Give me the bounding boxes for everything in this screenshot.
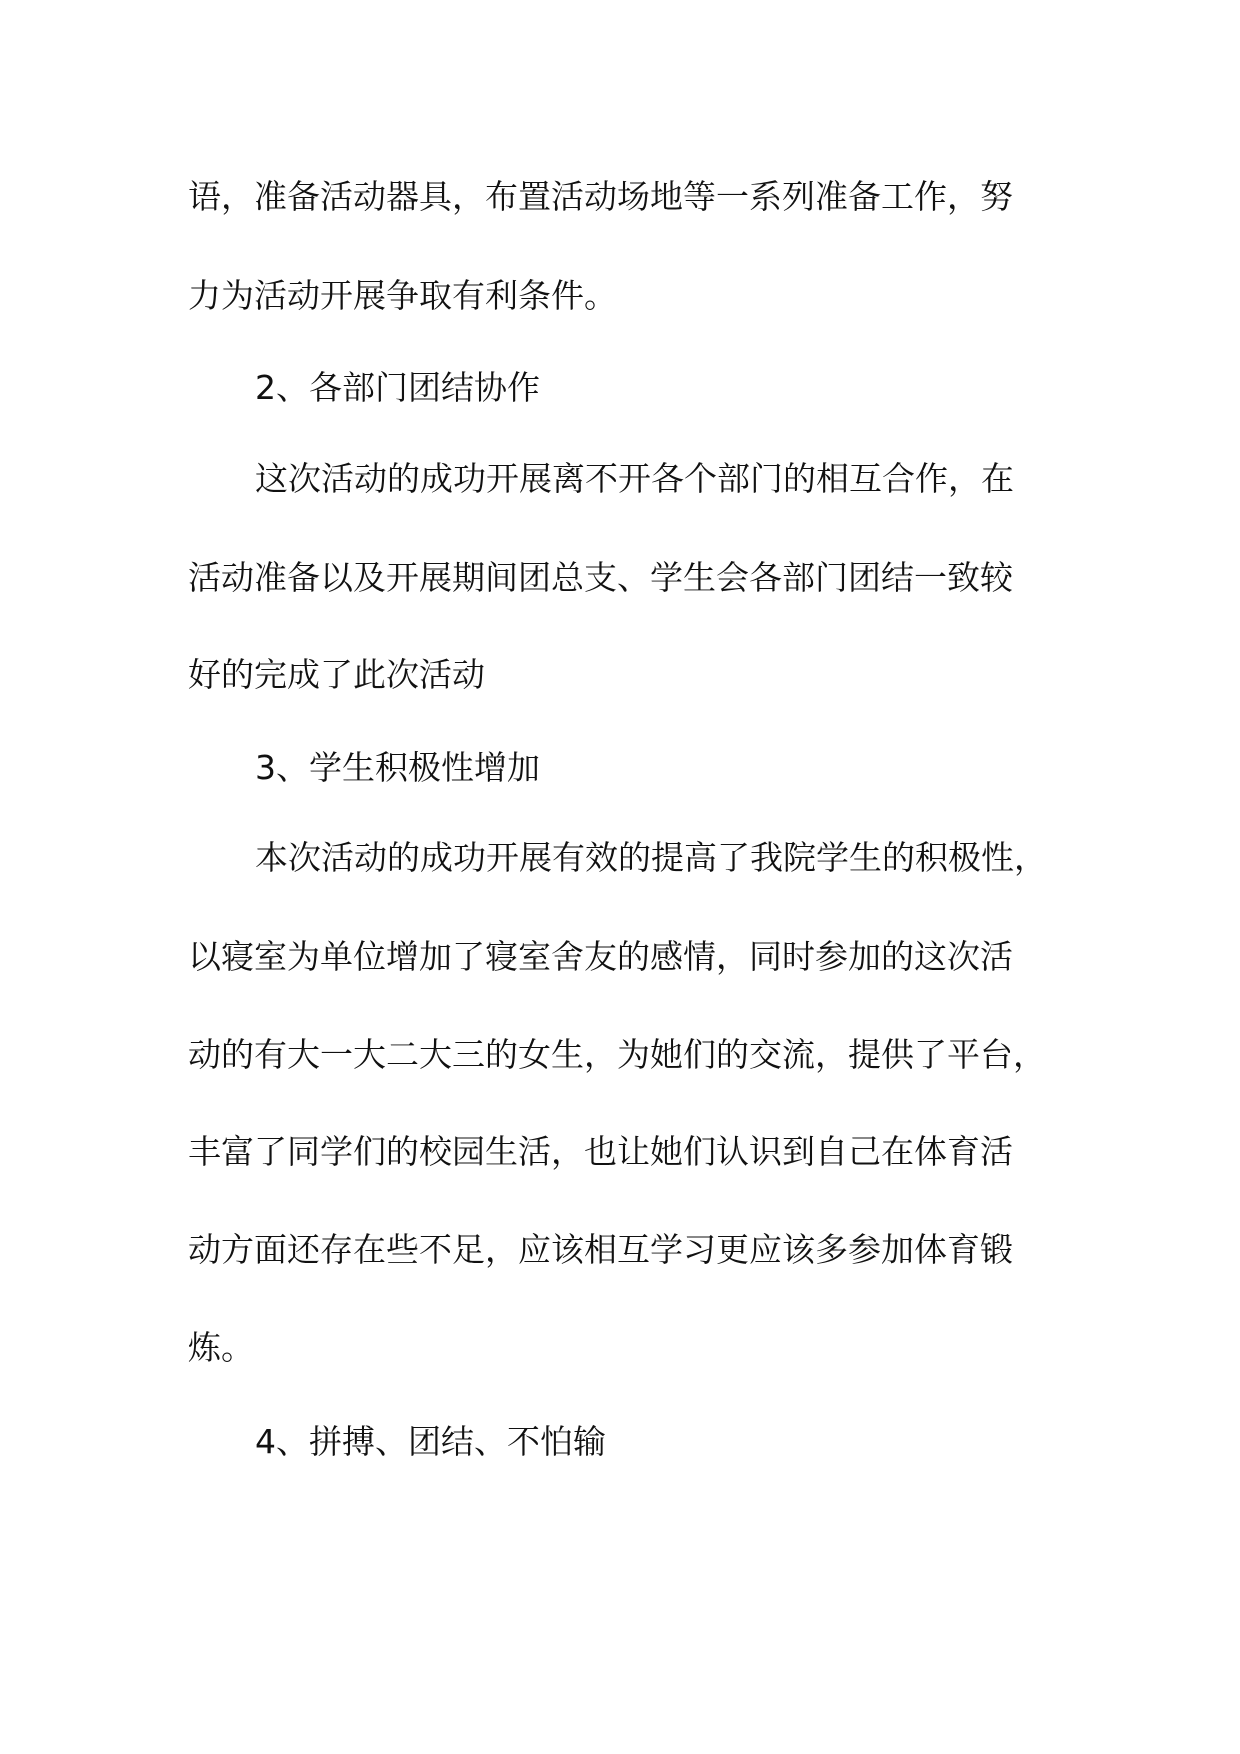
section-heading: 4、拼搏、团结、不怕输 xyxy=(255,1422,606,1461)
section-heading: 2、各部门团结协作 xyxy=(255,368,540,407)
paragraph-line: 动方面还存在些不足，应该相互学习更应该多参加体育锻 xyxy=(188,1230,1013,1269)
paragraph-line: 本次活动的成功开展有效的提高了我院学生的积极性， xyxy=(255,838,1047,877)
paragraph-line: 力为活动开展争取有利条件。 xyxy=(188,276,617,315)
section-heading: 3、学生积极性增加 xyxy=(255,748,540,787)
paragraph-line: 动的有大一大二大三的女生，为她们的交流，提供了平台， xyxy=(188,1035,1046,1074)
paragraph-line: 语，准备活动器具，布置活动场地等一系列准备工作，努 xyxy=(188,177,1013,216)
paragraph-line: 以寝室为单位增加了寝室舍友的感情，同时参加的这次活 xyxy=(188,937,1013,976)
paragraph-line: 丰富了同学们的校园生活，也让她们认识到自己在体育活 xyxy=(188,1132,1013,1171)
paragraph-line: 活动准备以及开展期间团总支、学生会各部门团结一致较 xyxy=(188,558,1013,597)
paragraph-line: 这次活动的成功开展离不开各个部门的相互合作，在 xyxy=(255,459,1014,498)
paragraph-line: 炼。 xyxy=(188,1328,254,1367)
paragraph-line: 好的完成了此次活动 xyxy=(188,655,485,694)
